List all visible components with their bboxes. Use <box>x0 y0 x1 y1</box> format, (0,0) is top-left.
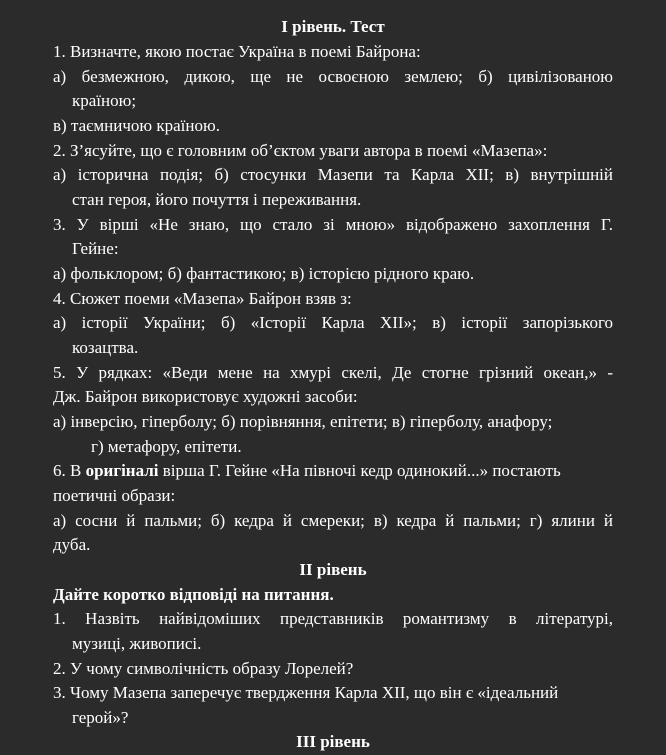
question-4-options-line1: а) історії України; б) «Історії Карла XII»; в) історії запорізького <box>53 313 613 332</box>
question-2: 2. З’ясуйте, що є головним об’єктом уваги автора в поемі «Мазепа»: <box>53 141 548 160</box>
section2-question-1-line2: музиці, живописі. <box>72 634 202 653</box>
question-3-line2: Гейне: <box>72 239 119 258</box>
question-4: 4. Сюжет поеми «Мазепа» Байрон взяв з: <box>53 289 352 308</box>
question-1-options-line1: а) безмежною, дикою, ще не освоєною землею; б) цивілізованою <box>53 67 613 86</box>
question-2-options-line1: а) історична подія; б) стосунки Мазепи та Карла XII; в) внутрішній <box>53 165 613 184</box>
section2-question-2: 2. У чому символічність образу Лорелей? <box>53 659 354 678</box>
section2-question-3-line2: герой»? <box>72 708 129 727</box>
question-6-options-line1: а) сосни й пальми; б) кедра й смереки; в) кедра й пальми; г) ялини й <box>53 511 613 530</box>
question-5-line2: Дж. Байрон використовує художні засоби: <box>53 387 358 406</box>
question-1-options-line2: країною; <box>72 91 137 110</box>
section2-instruction: Дайте коротко відповіді на питання. <box>53 585 334 604</box>
question-6-prefix: 6. В <box>53 461 86 480</box>
question-5-options-line2: г) метафору, епітети. <box>91 437 242 456</box>
question-5-line1: 5. У рядках: «Веди мене на хмурі скелі, Де стогне грізний океан,» - <box>53 363 613 382</box>
question-6-options-line2: дуба. <box>53 535 91 554</box>
section2-question-3-line1: 3. Чому Мазепа заперечує твердження Карла XII, що він є «ідеальний <box>53 683 559 702</box>
question-1-options-line3: в) таємничою країною. <box>53 116 220 135</box>
question-3-options: а) фольклором; б) фантастикою; в) історією рідного краю. <box>53 264 475 283</box>
section1-heading: I рівень. Тест <box>281 17 385 36</box>
question-6-emphasis: оригіналі <box>85 461 159 480</box>
question-3-line1: 3. У вірші «Не знаю, що стало зі мною» відображено захоплення Г. <box>53 215 613 234</box>
question-5-options-line1: а) інверсію, гіперболу; б) порівняння, епітети; в) гіперболу, анафору; <box>53 412 553 431</box>
question-6-suffix: вірша Г. Гейне «На півночі кедр одинокий...» постають <box>158 461 561 480</box>
question-2-options-line2: стан героя, його почуття і переживання. <box>72 190 362 209</box>
question-4-options-line2: козацтва. <box>72 338 139 357</box>
question-6-line1 <box>53 459 613 484</box>
question-1: 1. Визначте, якою постає Україна в поемі Байрона: <box>53 42 421 61</box>
section3-heading-partial: III рівень <box>296 732 370 751</box>
section2-question-1-line1: 1. Назвіть найвідоміших представників романтизму в літературі, <box>53 609 613 628</box>
section2-heading: II рівень <box>299 560 367 579</box>
question-6-line2: поетичні образи: <box>53 486 176 505</box>
